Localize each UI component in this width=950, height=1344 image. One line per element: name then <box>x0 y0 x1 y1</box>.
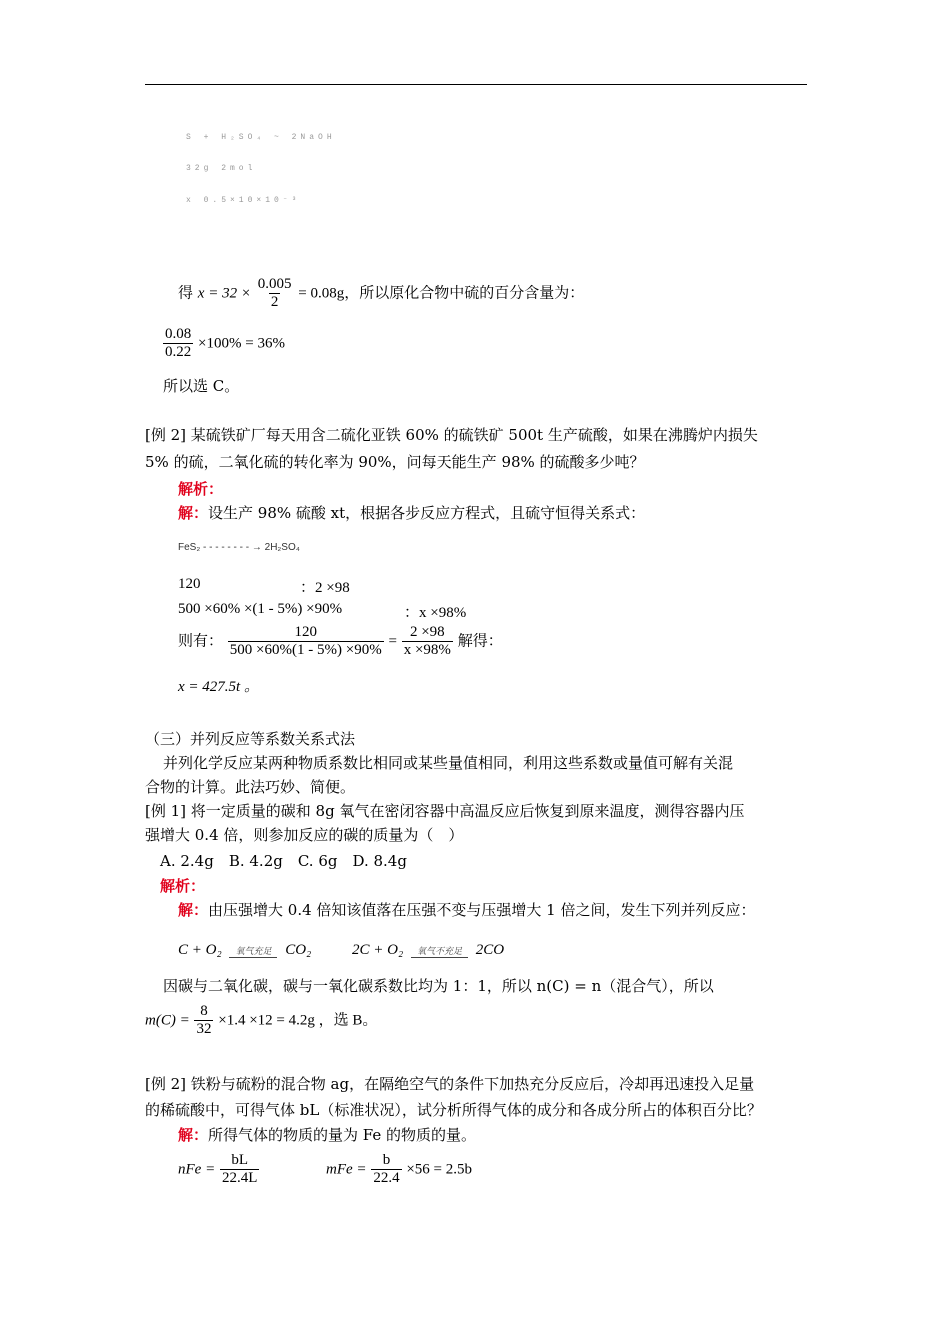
fraction-bl-224l: $\frac{bL}{22.4L}$ <box>221 1152 258 1186</box>
answer-line: 所以选 C。 <box>163 377 240 395</box>
ratio-row-2-left: 500 ×60% ×(1 - 5%) ×90% <box>178 601 343 617</box>
analysis-label-2: 解析： <box>160 877 206 895</box>
calc-line-2: $\frac{0.08}{0.22}$ ×100% = 36% <box>165 326 285 360</box>
section-3-title: （三）并列反应等系数关系式法 <box>145 730 356 748</box>
example-2b-line-2: 的稀硫酸中，可得气体 bL（标准状况），试分析所得气体的成分和各成分所占的体积百分比？ <box>145 1101 762 1119</box>
ratio-row-1-left: 120 <box>178 576 201 592</box>
section-3-para-3: 因碳与二氧化碳，碳与一氧化碳系数比均为 1：1，所以 n(C) = n（混合气），所以 <box>163 977 714 995</box>
reaction-2: 2C + O₂ 氧气不充足 2CO <box>352 942 505 958</box>
result-line: x = 427.5t 。 <box>178 679 259 695</box>
header-rule <box>145 84 807 85</box>
solution-line-3: 解：所得气体的物质的量为 Fe 的物质的量。 <box>178 1126 477 1144</box>
nfe-equation: nFe = $\frac{bL}{22.4L}$ <box>178 1152 258 1186</box>
faint-equation-line-3: x 0.5×10×10⁻³ <box>186 196 301 205</box>
solution-line: 解：设生产 98% 硫酸 xt，根据各步反应方程式，且硫守恒得关系式： <box>178 504 646 522</box>
proportion-fraction-left: $\frac{120}{500 \times 60\%(1 - 5\%) \times 90\%}$ <box>229 624 382 658</box>
mfe-equation: mFe = $\frac{b}{22.4}$ ×56 = 2.5b <box>326 1152 473 1186</box>
section-3-para-1: 并列化学反应某两种物质系数比相同或某些量值相同，利用这些系数或量值可解有关混 <box>163 754 734 772</box>
example-2-line-2: 5% 的硫，二氧化硫的转化率为 90%，问每天能生产 98% 的硫酸多少吨？ <box>145 453 645 471</box>
fraction-0005-2: $\frac{0.005}{2}$ <box>257 276 292 310</box>
answer-options: A. 2.4g B. 4.2g C. 6g D. 8.4g <box>160 852 407 870</box>
solution-line-2: 解：由压强增大 0.4 倍知该值落在压强不变与压强增大 1 倍之间，发生下列并列反应： <box>178 901 756 919</box>
faint-equation-line-1: S + H₂SO₄ ~ 2NaOH <box>186 133 336 142</box>
example-1-line-2: 强增大 0.4 倍，则参加反应的碳的质量为（ ） <box>145 826 464 844</box>
reaction-2-arrow: 氧气不充足 <box>411 944 468 958</box>
section-3-para-2: 合物的计算。此法巧妙、简便。 <box>145 778 356 796</box>
relation-line: FeS₂ - - - - - - - - → 2H₂SO₄ <box>178 542 300 553</box>
example-2b-line-1: [例 2] 铁粉与硫粉的混合物 ag，在隔绝空气的条件下加热充分反应后，冷却再迅速投入足量 <box>145 1075 755 1093</box>
fraction-008-022: $\frac{0.08}{0.22}$ <box>165 326 192 360</box>
ratio-row-2-right: ：x ×98% <box>404 605 467 621</box>
fraction-b-224: $\frac{b}{22.4}$ <box>373 1152 400 1186</box>
calc-line-1: 得 x = 32 × $\frac{0.005}{2}$ = 0.08g，所以原化合物中硫的百分含量为： <box>178 276 585 310</box>
reaction-1: C + O₂ 氧气充足 CO₂ <box>178 942 312 958</box>
example-2-line-1: [例 2] 某硫铁矿厂每天用含二硫化亚铁 60% 的硫铁矿 500t 生产硫酸，如果在沸腾炉内损失 <box>145 426 758 444</box>
ratio-row-1-right: ：2 ×98 <box>300 580 350 596</box>
reaction-1-arrow: 氧气充足 <box>229 944 277 958</box>
example-1-line-1: [例 1] 将一定质量的碳和 8g 氧气在密闭容器中高温反应后恢复到原来温度，测得容器内压 <box>145 802 745 820</box>
proportion-equation: 则有： $\frac{120}{500 \times 60\%(1 - 5\%) \times 90\%}$ = $\frac{2 \times 98}{x \times 98\%}$ 解得： <box>178 624 503 658</box>
faint-equation-line-2: 32g 2mol <box>186 164 257 173</box>
mass-equation: m(C) = $\frac{8}{32}$ ×1.4 ×12 = 4.2g ，选 B。 <box>145 1003 378 1037</box>
analysis-label: 解析： <box>178 480 224 498</box>
proportion-fraction-right: $\frac{2 \times 98}{x \times 98\%}$ <box>403 624 451 658</box>
fraction-8-32: $\frac{8}{32}$ <box>196 1003 212 1037</box>
